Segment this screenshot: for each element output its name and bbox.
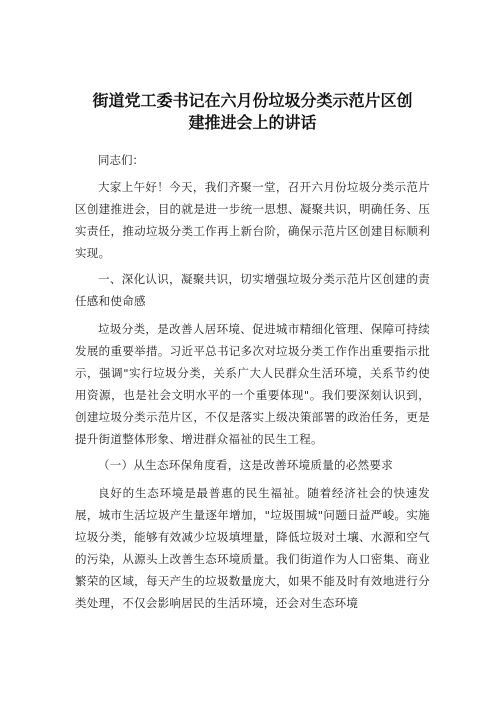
salutation: 同志们： <box>98 153 144 167</box>
document-title <box>75 90 430 134</box>
subsection-heading-1: （一）从生态环保角度看，这是改善环境质量的必然要求 <box>98 458 393 472</box>
title-line-2: 建推进会上的讲话 <box>188 113 317 132</box>
body-paragraph-1: 垃圾分类，是改善人居环境、促进城市精细化管理、保障可持续发展的重要举措。习近平总书记多次对垃圾分类工作作出重要指示批示，强调"实行垃圾分类，关系广大人民群众生活环境，关系节约使用资源，也是社会文明水平的一个重要体现"。我们要深刻认识到，创建垃圾分类示范片区，不仅是落实上级决策部署的政治任务，更是提升街道整体形象、增进群众福祉的民生工程。 <box>75 322 430 446</box>
body-paragraph-2: 良好的生态环境是最普惠的民生福祉。随着经济社会的快速发展，城市生活垃圾产生量逐年增加，"垃圾围城"问题日益严峻。实施垃圾分类，能够有效减少垃圾填埋量，降低垃圾对土壤、水源和空气的污染，从源头上改善生态环境质量。我们街道作为人口密集、商业繁荣的区域，每天产生的垃圾数量庞大，如果不能及时有效地进行分类处理，不仅会影响居民的生活环境，还会对生态环境 <box>75 486 430 610</box>
title-line-1: 街道党工委书记在六月份垃圾分类示范片区创 <box>92 91 413 110</box>
section-heading-1: 一、深化认识，凝聚共识，切实增强垃圾分类示范片区创建的责任感和使命感 <box>75 272 430 308</box>
opening-paragraph: 大家上午好！今天，我们齐聚一堂，召开六月份垃圾分类示范片区创建推进会，目的就是进一步统一思想、凝聚共识，明确任务、压实责任，推动垃圾分类工作再上新台阶，确保示范片区创建目标顺利实现。 <box>75 180 430 260</box>
document-page <box>75 90 430 614</box>
